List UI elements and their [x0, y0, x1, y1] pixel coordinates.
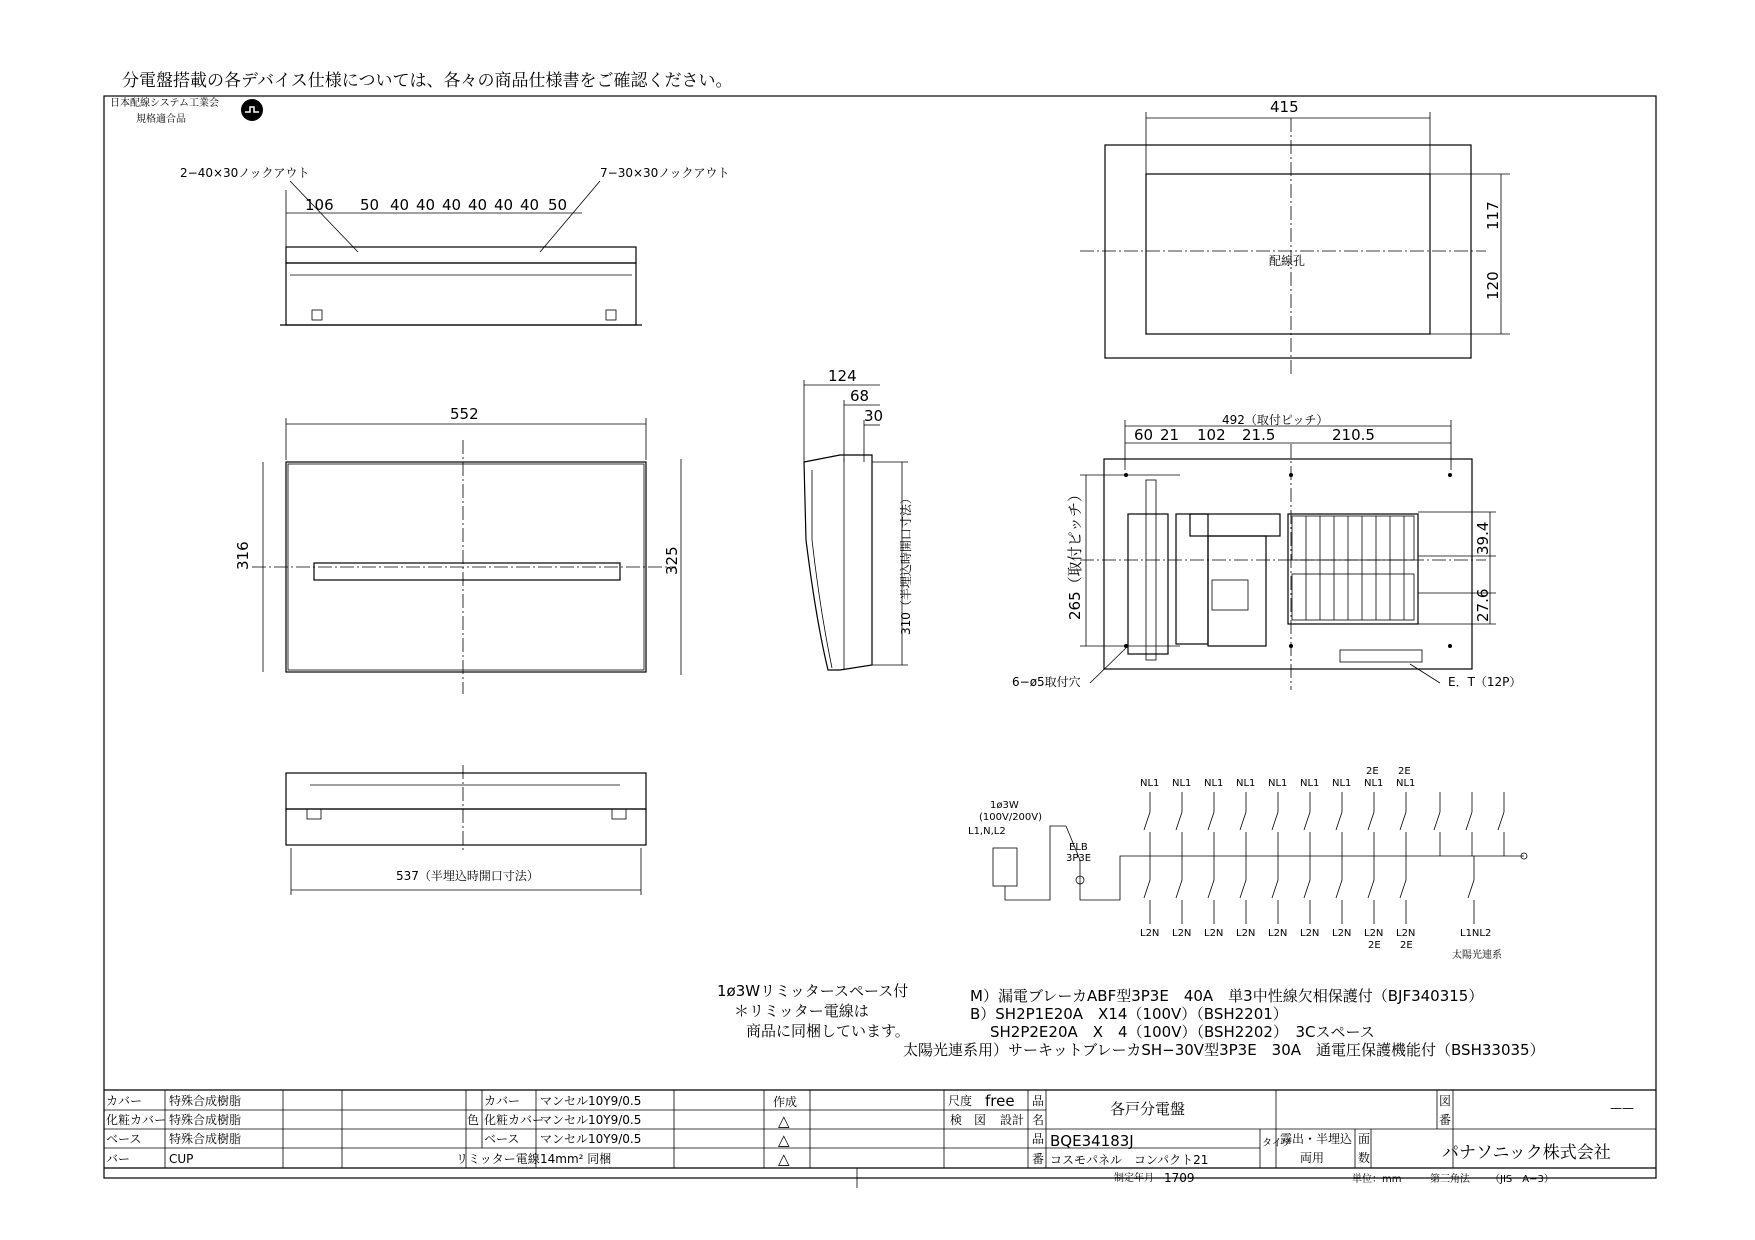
side-view [804, 367, 913, 670]
mount-holes-label: 6−ø5取付穴 [1012, 675, 1081, 689]
phase-label: L1,N,L2 [968, 826, 1006, 837]
branch-top-6: NL1 [1300, 778, 1320, 789]
top-dim-5: 40 [442, 196, 462, 214]
breaker-contact [1272, 812, 1278, 830]
branch-top-8: 2E [1366, 766, 1379, 777]
product-name: 各戸分電盤 [1110, 1100, 1186, 1118]
elb-label: ELB [1069, 842, 1088, 853]
inner-view [1012, 412, 1521, 690]
mount-label-2: 両用 [1300, 1151, 1325, 1165]
branch-top-9: 2E [1398, 766, 1411, 777]
space-contact [1466, 812, 1472, 830]
rev-tri-1: △ [778, 1112, 790, 1130]
branch-top-2: NL1 [1172, 778, 1192, 789]
inner-pitch: 492（取付ピッチ） [1222, 413, 1329, 427]
inner-dim-394: 39.4 [1474, 521, 1492, 555]
knockout-label-left: 2−40×30ノックアウト [180, 166, 310, 180]
date-value: 1709 [1164, 1171, 1195, 1185]
breaker-contact-lower [1400, 880, 1406, 898]
note-left-3: 商品に同梱しています。 [746, 1022, 910, 1040]
jews-logo-icon [241, 99, 263, 121]
suu-label: 数 [1358, 1151, 1371, 1165]
inner-dim-102: 102 [1197, 426, 1226, 444]
front-height-right: 325 [663, 546, 681, 575]
note-left-1: 1ø3Wリミッタースペース付 [717, 982, 909, 1000]
notes [717, 982, 1545, 1059]
top-dim-1: 106 [305, 196, 334, 214]
breaker-contact-lower [1144, 880, 1150, 898]
color-value-1: マンセル10Y9/0.5 [540, 1094, 642, 1108]
embed-view [1080, 98, 1510, 374]
mat-value-2: 特殊合成樹脂 [169, 1113, 242, 1127]
space-contact [1434, 812, 1440, 830]
branch-bot-6: L2N [1300, 928, 1320, 939]
mat-value-3: 特殊合成樹脂 [169, 1132, 242, 1146]
color-mark: 色 [467, 1113, 480, 1127]
inner-dim-21: 21 [1160, 426, 1180, 444]
breaker-contact [1304, 812, 1310, 830]
top-dim-6: 40 [468, 196, 488, 214]
branch-bot-7: L2N [1332, 928, 1352, 939]
side-depth-124: 124 [828, 367, 857, 385]
color-value-3: マンセル10Y9/0.5 [540, 1132, 642, 1146]
branch-top-3: NL1 [1204, 778, 1224, 789]
standard-label: （JIS A−3） [1490, 1174, 1554, 1185]
solar-caption: 太陽光連系 [1452, 950, 1502, 961]
note-right-2: B）SH2P1E20A X14（100V）（BSH2201） [970, 1005, 1288, 1023]
branch-bot-3: L2N [1204, 928, 1224, 939]
mei-label: 名 [1032, 1113, 1045, 1127]
branch-bot-9: L2N [1396, 928, 1416, 939]
product-series: コスモパネル コンパクト21 [1050, 1153, 1209, 1167]
men-label: 面 [1358, 1132, 1371, 1146]
solar-branch-label: L1NL2 [1460, 928, 1492, 939]
bottom-opening: 537（半埋込時開口寸法） [396, 869, 539, 883]
top-dim-8: 40 [520, 196, 540, 214]
note-right-3: SH2P2E20A X 4（100V）（BSH2202） 3Cスペース [990, 1023, 1375, 1041]
et-label: E．T（12P） [1448, 675, 1522, 689]
color-part-2: 化粧カバー [484, 1113, 545, 1127]
voltage-label: (100V/200V) [979, 812, 1043, 823]
breaker-contact [1400, 812, 1406, 830]
note-left-2: ＊リミッター電線は [734, 1002, 869, 1020]
badge-line1: 日本配線システム工業会 [110, 98, 219, 109]
branch-bot-1: L2N [1140, 928, 1160, 939]
inner-vpitch: 265（取付ピッチ） [1066, 486, 1084, 620]
embed-h1: 117 [1484, 201, 1502, 230]
mat-part-2: 化粧カバー [106, 1113, 167, 1127]
note-right-4: 太陽光連系用）サーキットブレーカSH−30V型3P3E 30A 通電圧保護機能付（BSH33035） [903, 1041, 1545, 1059]
top-dim-3: 40 [390, 196, 410, 214]
sakusei-label: 作成 [773, 1095, 798, 1109]
hin-label: 品 [1032, 1094, 1045, 1108]
inner-dim-276: 27.6 [1474, 588, 1492, 622]
branch-top-8b: NL1 [1364, 778, 1384, 789]
side-depth-68: 68 [850, 387, 870, 405]
scale-value: free [985, 1092, 1015, 1110]
mat-value-4: CUP [169, 1152, 194, 1166]
type-label: タイプ [1262, 1138, 1292, 1149]
breaker-contact-lower [1208, 880, 1214, 898]
zu-label: 図 [1439, 1094, 1452, 1108]
rev-tri-3: △ [778, 1150, 790, 1168]
branch-top-7: NL1 [1332, 778, 1352, 789]
wiring-hole-label: 配線孔 [1269, 254, 1306, 268]
top-dim-9: 50 [548, 196, 568, 214]
mat-part-1: カバー [106, 1094, 143, 1108]
top-dim-7: 40 [494, 196, 514, 214]
rev-tri-2: △ [778, 1131, 790, 1149]
sekkei-label: 設計 [1000, 1113, 1025, 1127]
product-number: BQE34183J [1050, 1132, 1134, 1150]
date-label: 制定年月 [1114, 1173, 1154, 1184]
unit-label: 単位：mm [1352, 1174, 1402, 1185]
sheet-frame [104, 96, 1656, 1178]
branch-top-5: NL1 [1268, 778, 1288, 789]
title-block [104, 1090, 1656, 1188]
mount-label: 露出・半埋込 [1280, 1132, 1353, 1146]
top-view [180, 166, 729, 325]
color-part-3: ベース [484, 1132, 520, 1146]
branch-bot-5: L2N [1268, 928, 1288, 939]
inner-dim-215: 21.5 [1242, 426, 1276, 444]
top-dim-2: 50 [360, 196, 380, 214]
supply-label: 1ø3W [990, 800, 1019, 811]
breaker-contact [1336, 812, 1342, 830]
breaker-contact [1368, 812, 1374, 830]
breaker-contact-lower [1176, 880, 1182, 898]
breaker-contact-lower [1336, 880, 1342, 898]
elb-type-label: 3P3E [1066, 853, 1092, 864]
company-name: パナソニック株式会社 [1442, 1143, 1611, 1163]
breaker-contact [1240, 812, 1246, 830]
front-height-left: 316 [234, 541, 252, 570]
branch-bot-4: L2N [1236, 928, 1256, 939]
breaker-contact-lower [1304, 880, 1310, 898]
embed-width: 415 [1270, 98, 1299, 116]
standard-badge [110, 96, 263, 125]
circuit-diagram [968, 766, 1527, 961]
breaker-contact-lower [1368, 880, 1374, 898]
branch-top-9b: NL1 [1396, 778, 1416, 789]
color-value-2: マンセル10Y9/0.5 [540, 1113, 642, 1127]
kenzu-label: 検 図 [950, 1113, 987, 1127]
space-contact [1498, 812, 1504, 830]
zuban-label: 番 [1439, 1113, 1452, 1127]
note-right-1: M）漏電ブレーカABF型3P3E 40A 単3中性線欠相保護付（BJF340315） [970, 987, 1484, 1005]
breaker-contact [1176, 812, 1182, 830]
color-part-4: リミッター電線 [456, 1152, 540, 1166]
hin2-label: 品 [1032, 1132, 1045, 1146]
inner-dim-2105: 210.5 [1332, 426, 1375, 444]
scale-label: 尺度 [948, 1094, 973, 1108]
branch-bot-2: L2N [1172, 928, 1192, 939]
ban-label: 番 [1032, 1152, 1045, 1166]
branch-bot-8: L2N [1364, 928, 1384, 939]
badge-line2: 規格適合品 [136, 114, 186, 125]
breaker-contact-lower [1272, 880, 1278, 898]
color-value-4: 14mm² 同梱 [540, 1152, 612, 1166]
knockout-label-right: 7−30×30ノックアウト [600, 166, 730, 180]
projection-label: 第三角法 [1430, 1174, 1470, 1185]
embed-h2: 120 [1484, 271, 1502, 300]
top-dim-4: 40 [416, 196, 436, 214]
breaker-contact [1208, 812, 1214, 830]
side-opening: 310（半埋込時開口寸法） [899, 492, 913, 635]
mat-part-3: ベース [106, 1132, 142, 1146]
breaker-contact-lower [1240, 880, 1246, 898]
mat-value-1: 特殊合成樹脂 [169, 1094, 242, 1108]
header-note: 分電盤搭載の各デバイス仕様については、各々の商品仕様書をご確認ください。 [122, 71, 733, 91]
bottom-view [286, 765, 646, 895]
solar-contact [1468, 880, 1474, 898]
inner-dim-60: 60 [1134, 426, 1154, 444]
branch-top-4: NL1 [1236, 778, 1256, 789]
color-part-1: カバー [484, 1094, 521, 1108]
breaker-contact [1144, 812, 1150, 830]
branch-bot-9b: 2E [1400, 940, 1413, 951]
front-view [234, 405, 681, 694]
drawing-number: —— [1610, 1101, 1634, 1115]
branch-top-1: NL1 [1140, 778, 1160, 789]
branch-bot-8b: 2E [1368, 940, 1381, 951]
front-width: 552 [450, 405, 479, 423]
mat-part-4: バー [106, 1152, 131, 1166]
side-depth-30: 30 [864, 407, 884, 425]
